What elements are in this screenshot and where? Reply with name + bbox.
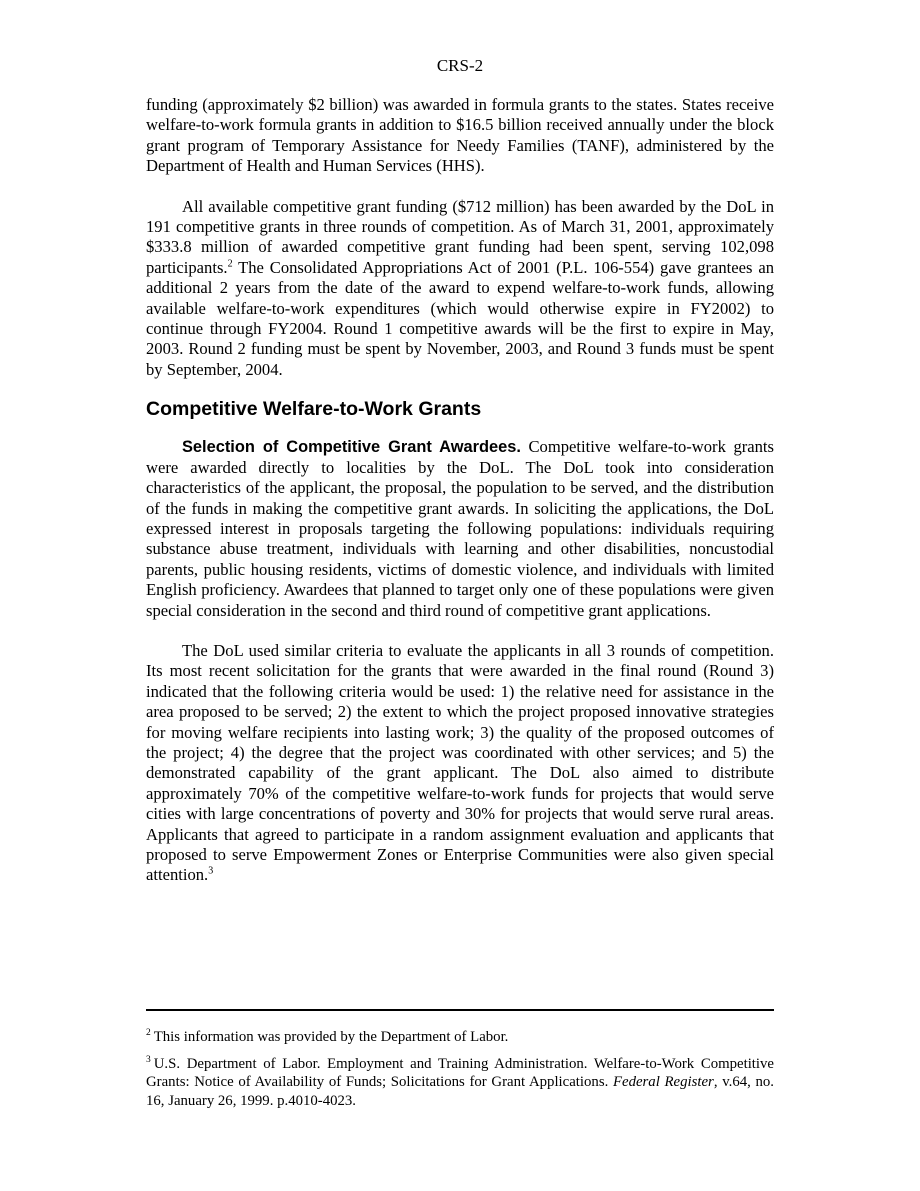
paragraph-formula-grants: funding (approximately $2 billion) was awarded in formula grants to the states. States receive welfare-to-work formula grants in addition to $16.5 billion received annually under the block grant program of Temporary Assistance for Needy Families (TANF), administered by the Department of Health and Human Services (HHS). (146, 95, 774, 176)
section-heading: Competitive Welfare-to-Work Grants (146, 398, 482, 421)
paragraph-evaluation-criteria-text: The DoL used similar criteria to evaluate the applicants in all 3 rounds of competition. Its most recent solicitation for the grants that were awarded in the final round (Round 3) indicated that the following criteria would be used: 1) the relative need for assistance in the area proposed to be served; 2) the extent to which the project proposed innovative strategies for moving welfare recipients into lasting work; 3) the quality of the proposed outcomes of the project; 4) the degree that the project was coordinated with other services; and 5) the demonstrated capability of the grant applicant. The DoL also aimed to distribute approximately 70% of the competitive welfare-to-work funds for projects that would serve cities with large concentrations of poverty and 30% for projects that would serve rural areas. Applicants that agreed to participate in a random assignment evaluation and applicants that proposed to serve Empowerment Zones or Enterprise Communities were also given special attention. (146, 640, 774, 885)
paragraph-competitive-funding-part2: The Consolidated Appropriations Act of 2001 (P.L. 106-554) gave grantees an additional 2 years from the date of the award to expend welfare-to-work funds, allowing available welfare-to-work expenditures (which would otherwise expire in FY2002) to continue through FY2004. Round 1 competitive awards will be the first to expire in May, 2003. Round 2 funding must be spent by November, 2003, and Round 3 funds must be spent by September, 2004. (146, 257, 774, 379)
footnote-2 (146, 1028, 774, 1047)
footnotes-section (146, 1028, 774, 1118)
paragraph-selection-awardees (146, 437, 774, 621)
paragraph-competitive-funding-part1: All available competitive grant funding ($712 million) has been awarded by the DoL in 191 competitive grants in three rounds of competition. As of March 31, 2001, approximately $333.8 million of awarded competitive grant funding had been spent, serving 102,098 participants. (146, 196, 774, 277)
run-in-heading: Selection of Competitive Grant Awardees. (182, 438, 521, 457)
page-number-header: CRS-2 (436, 56, 484, 75)
footnote-2-text: This information was provided by the Department of Labor. (153, 1029, 509, 1045)
paragraph-evaluation-criteria (146, 641, 774, 886)
footnote-3 (146, 1055, 774, 1111)
footnote-3-text-b: , v.64, no. 16, January 26, 1999. p.4010-4023. (146, 1074, 775, 1109)
paragraph-competitive-funding (146, 197, 774, 381)
footnote-3-text-a: U.S. Department of Labor. Employment and Training Administration. Welfare-to-Work Competitive Grants: Notice of Availability of Funds; Solicitations for Grant Applications. (146, 1055, 774, 1091)
footnote-ref-3[interactable]: 3 (208, 865, 214, 877)
footnote-ref-2[interactable]: 2 (227, 258, 233, 270)
footnote-3-number: 3 (146, 1054, 151, 1065)
footnote-3-journal-title: Federal Register (612, 1074, 714, 1091)
footnote-2-number: 2 (146, 1028, 151, 1039)
paragraph-selection-awardees-body: Competitive welfare-to-work grants were awarded directly to localities by the DoL. The DoL took into consideration characteristics of the applicant, the proposal, the population to be served, and the distribution of the funds in making the competitive grant awards. In soliciting the applications, the DoL expressed interest in proposals targeting the following populations: individuals requiring substance abuse treatment, individuals with learning and other disabilities, noncustodial parents, public housing residents, victims of domestic violence, and individuals with limited English proficiency. Awardees that planned to target only one of these populations were given special consideration in the second and third round of competitive grant applications. (146, 437, 774, 620)
document-body (146, 95, 774, 886)
footnote-divider (146, 1009, 774, 1011)
